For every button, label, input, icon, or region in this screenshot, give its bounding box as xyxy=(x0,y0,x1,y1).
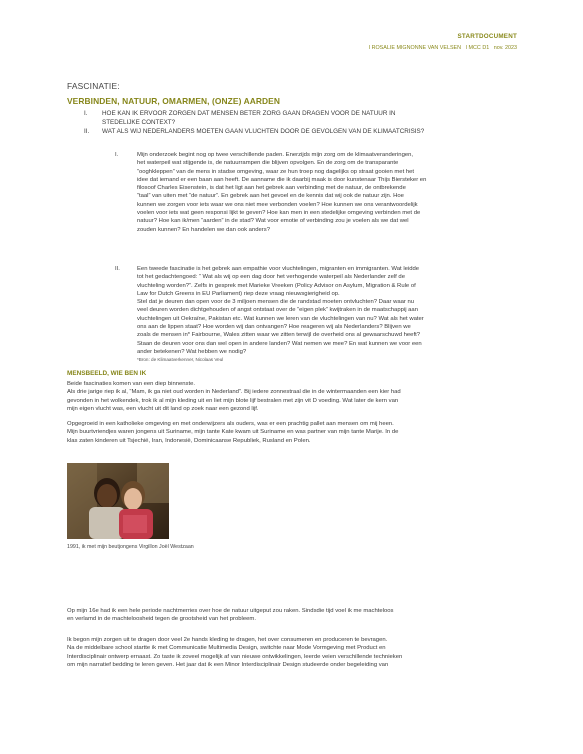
text-line: Als drie jarige riep ik al, “Mam, ik ga niet oud worden in Nederland”. Bij iedere zonnestraal die in de wintermaanden een kier had xyxy=(67,389,401,396)
text-line: filosoof Charles Eisenstein, is dat het ligt aan het gebrek aan verbinding met de natuur, de ontbrekende xyxy=(137,185,406,192)
question-text: WAT ALS WIJ NEDERLANDERS MOETEN GAAN VLUCHTEN DOOR DE GEVOLGEN VAN DE KLIMAATCRISIS? xyxy=(102,128,425,135)
text-line: tot het gedachtengoed: “ Wat als wij op een dag door het verhogende waterpeil als Nederlander zelf de xyxy=(137,274,405,281)
text-line: idee dat iemand er een baan aan heeft. De aanname die ik daarbij maak is door kunstenaar Thijs Biersteker en xyxy=(137,176,427,183)
paragraph-number: I. xyxy=(115,152,119,158)
subsection-heading: MENSBEELD, WIE BEN IK xyxy=(67,370,147,377)
intro-paragraph xyxy=(67,380,519,413)
document-type: STARTDOCUMENT xyxy=(457,33,517,40)
childhood-photo xyxy=(67,463,169,539)
text-line: Beide fascinaties komen van een diep binnenste. xyxy=(67,381,196,387)
text-line: ons aan de lippen staat? Hoe worden wij dan ontvangen? Hoe reageren wij als Nederlanders? Blijven we xyxy=(137,324,411,331)
text-line: Op mijn 16e had ik een hele periode nachtmerries over hoe de natuur uitgeput zou raken. Sindsdie tijd voel ik me machteloos xyxy=(67,608,394,614)
text-line: Law for Dutch Greens in EU Parliament) riep deze vraag nieuwsgierigheid op. xyxy=(137,290,340,297)
text-line: Ik begon mijn zorgen uit te dragen door veel 2e hands kleding te dragen, het over consumeren en produceren te bevragen. xyxy=(67,637,388,643)
text-line: zoals de mensen in* Fairbourne, Wales zitten waar we zitten terwijl de overheid ons al gewaarschuwd heeft? xyxy=(137,332,421,339)
text-line: Een tweede fascinatie is het gebrek aan empathie voor vluchtelingen, migranten en immigranten. Wat leidde xyxy=(137,266,420,272)
text-line: gevonden in het wolkendek, trok ik al mijn kleding uit en liet mijn blote lijf bestralen met zijn vit D voeding. Wat later de kern van xyxy=(67,397,399,404)
paragraph-number: II. xyxy=(115,266,120,272)
text-line: vluchtelingen uit Oekraïne, Pakistan etc. Wat kunnen we leren van de vluchtelingen van nu? Wat als het water xyxy=(137,315,424,322)
text-line: Mijn onderzoek begint nog op twee verschillende paden. Enerzijds mijn zorg om de klimaatveranderingen, xyxy=(137,152,414,158)
text-line: Opgegroeid in een katholieke omgeving en met onderwijzers als ouders, was er een prachtig pallet aan mensen om mij heen. xyxy=(67,421,394,427)
text-line: veel deuren worden dichtgehouden of angst ontstaat over de “eigen plek” kwijtraken in de maatschappij aan xyxy=(137,307,418,314)
text-line: voelen voor iets wat geen responsi lijkt te geven? Hoe kan men in een stedelijke omgeving verbinden met de xyxy=(137,210,421,217)
text-line: kunnen we zorgen voor iets waar we ons niet mee verbonden voelen? Hoe kunnen we ons verantwoordelijk xyxy=(137,201,418,208)
upbringing-paragraph xyxy=(67,420,519,445)
text-line: het waterpeil wat stijgende is, de natuurrampen die blijven opvolgen. En de zorg om de transparante xyxy=(137,160,399,167)
document-date: nov. 2023 xyxy=(493,45,517,51)
course-code: I MCC D1 xyxy=(465,45,490,51)
text-line: zouden kunnen? En handelen we dan ook anders? xyxy=(137,226,270,233)
paragraph-one xyxy=(115,151,525,234)
text-line: klas zaten kinderen uit Tsjechië, Iran, Indonesië, Dominicaanse Republiek, Rusland en Polen. xyxy=(67,437,311,444)
studies-paragraph xyxy=(67,636,519,669)
text-line: Na de middelbare school startte ik met Communicatie Multimedia Design, switchte naar Mode Vormgeving met Product en xyxy=(67,645,386,652)
document-meta xyxy=(366,45,517,51)
text-line: om mijn narratief bedding te leren geven. Het jaar dat ik een Minor Interdisciplinair Design studeerde onder begeleiding van xyxy=(67,661,389,668)
paragraph-two xyxy=(115,265,525,356)
section-label: FASCINATIE: xyxy=(67,81,120,91)
text-line: mijn eigen vlucht was, een vlucht uit dit land op zoek naar een gezond lijf. xyxy=(67,405,259,412)
text-line: “taal” van uiten met “de natuur”. En gebrek aan het gevoel en de kennis dat wij ook de natuur zijn. Hoe xyxy=(137,193,404,200)
text-line: “ooghkleppen” van de mens in stadse omgeving, waar ze hun troep nog dagelijks op straat gooien met het xyxy=(137,168,415,175)
text-line: en verlamd in de machteloosheid tegen de grootsheid van het probleem. xyxy=(67,616,256,623)
question-number: I. xyxy=(84,110,88,117)
photo-caption: 1991, ik met mijn beutjongens Virgillon Joël Westzaan xyxy=(67,544,194,550)
text-line: Mijn buurtvriendjes waren jongens uit Suriname, mijn tante Kate kwam uit Suriname en was partner van mijn tante Marije. In de xyxy=(67,429,399,436)
section-heading: VERBINDEN, NATUUR, OMARMEN, (ONZE) AARDEN xyxy=(67,96,281,106)
text-line: Interdisciplinair ontwerp ernaast. Zo taste ik zoveel mogelijk af van nieuwe ontwikkelingen, leerde veien verschillende technieken xyxy=(67,653,403,660)
question-number: II. xyxy=(84,128,90,135)
author-name: I ROSALIE MIGNONNE VAN VELSEN xyxy=(368,45,462,51)
text-line: ander betekenen? Wat hebben we nodig? xyxy=(137,348,247,355)
text-line: Staan de deuren voor ons dan wel open in andere landen? Wat nemen we mee? En wat kunnen we voor een xyxy=(137,340,422,347)
nightmares-paragraph xyxy=(67,607,519,624)
text-line: vluchteling worden?”. Zelfs in gesprek met Marieke Vreeken (Policy Advisor on Asylum, Migration & Rule of xyxy=(137,282,416,289)
text-line: natuur? Hoe kan ik/men “aarden” in de stad? Wat voor emotie of verbinding zou je voelen als we dat wel xyxy=(137,218,409,225)
text-line: Stel dat je deuren dan open voor de 3 miljoen mensen die de randstad moeten ontvluchten? Daar waar nu xyxy=(137,299,415,306)
question-text: HOE KAN IK ERVOOR ZORGEN DAT MENSEN BETER ZORG GAAN DRAGEN VOOR DE NATUUR IN STEDELIJKE CONTEXT? xyxy=(102,110,396,126)
source-note: *Bron: de Klimaatverkenner, Nicolaas Veul xyxy=(137,357,224,362)
